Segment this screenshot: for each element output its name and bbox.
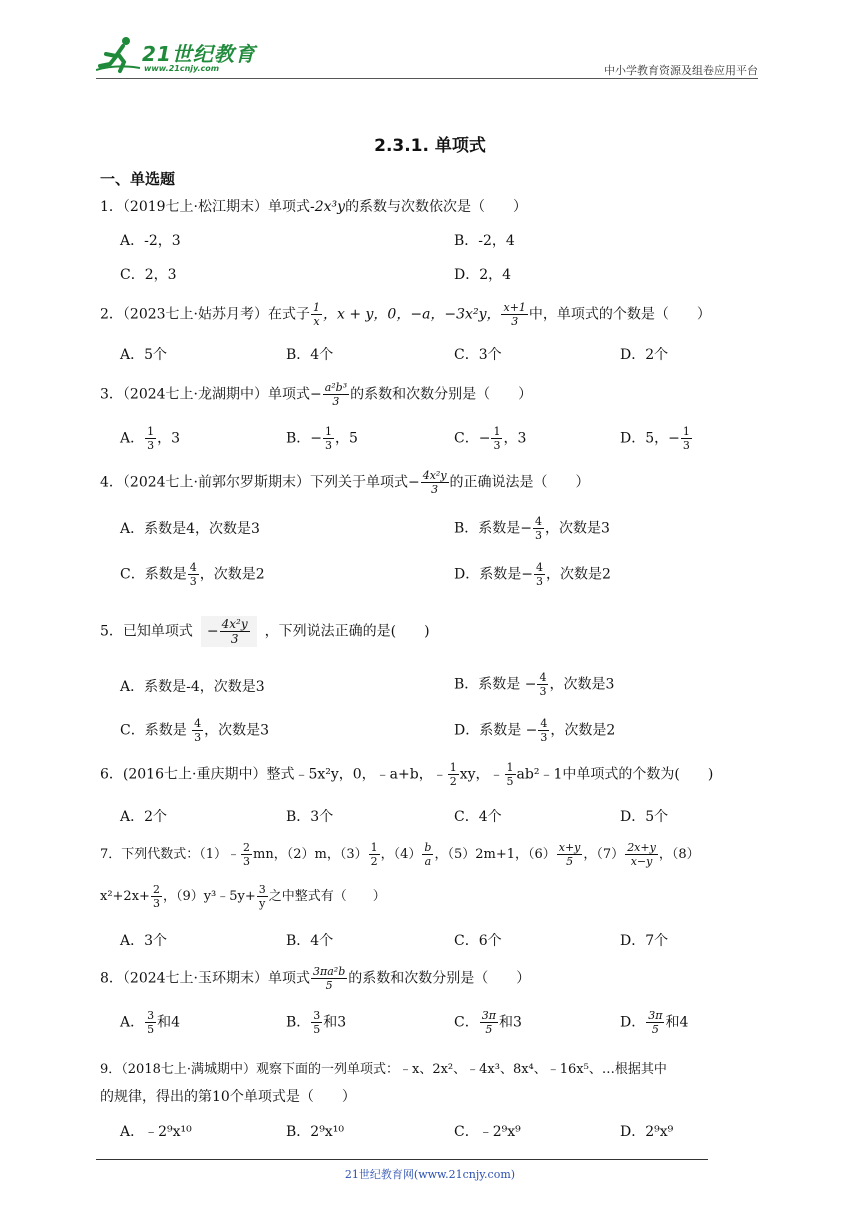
- question-4-stem: 4．（2024七上·前郭尔罗斯期末）下列关于单项式− $\frac{\text{4x²y}}{3}$ 的正确说法是（ ）: [100, 469, 590, 496]
- q7-option-b[interactable]: B．4个: [286, 933, 334, 949]
- q2-option-a[interactable]: A．5个: [120, 347, 168, 363]
- question-9-stem-line-1: 9．（2018七上·满城期中）观察下面的一列单项式：﹣x、2x²、﹣4x³、8x⁴、﹣16x⁵、…根据其中: [100, 1062, 667, 1077]
- q8-option-a[interactable]: A． $\frac{3}{5}$ 和4: [120, 1009, 181, 1036]
- q9-option-c[interactable]: C．﹣2⁹x⁹: [454, 1124, 521, 1140]
- question-5-stem: 5．已知单项式 − $\frac{\text{4x²y}}{3}$ ，下列说法正确的是( ): [100, 617, 430, 646]
- runner-logo-icon: [96, 34, 142, 74]
- q7-option-d[interactable]: D．7个: [620, 933, 669, 949]
- logo-text: 21世纪教育: [142, 42, 256, 66]
- q7-option-c[interactable]: C．6个: [454, 933, 502, 949]
- page-header: [96, 34, 758, 78]
- q1-option-b[interactable]: B．-2，4: [454, 233, 515, 249]
- q2-option-c[interactable]: C．3个: [454, 347, 502, 363]
- site-logo: [96, 34, 266, 78]
- q6-option-c[interactable]: C．4个: [454, 809, 502, 825]
- q8-option-d[interactable]: D． $\frac{3\pi}{5}$ 和4: [620, 1009, 689, 1036]
- q5-option-c[interactable]: C．系数是 $\frac{4}{3}$ ，次数是3: [120, 717, 270, 744]
- page-title: 2.3.1. 单项式: [374, 136, 486, 156]
- question-8-stem: 8．（2024七上·玉环期末）单项式 $\frac{\text{3πa²b}}{5}$ 的系数和次数分别是（ ）: [100, 965, 531, 992]
- q3-option-b[interactable]: B．− $\frac{1}{3}$ ，5: [286, 425, 358, 452]
- question-1-stem: 1．（2019七上·松江期末）单项式-2x³y的系数与次数依次是（ ）: [100, 199, 528, 215]
- q8-fraction: $\frac{\text{3πa²b}}{5}$: [313, 965, 346, 992]
- q3-option-d[interactable]: D．5，− $\frac{1}{3}$: [620, 425, 690, 452]
- question-2-stem: 2．（2023七上·姑苏月考）在式子 $\frac{1}{x}$ ，x + y，0，−a，−3x²y， $\frac{x+1}{3}$ 中，单项式的个数是（ ）: [100, 301, 711, 328]
- q6-fraction-1: $\frac{1}{2}$: [449, 761, 457, 788]
- q3-option-c[interactable]: C．− $\frac{1}{3}$ ，3: [454, 425, 527, 452]
- q3-fraction: $\frac{\text{a²b³}}{3}$: [324, 381, 348, 408]
- question-9-stem-line-2: 的规律，得出的第10个单项式是（ ）: [100, 1089, 356, 1105]
- q5-option-a[interactable]: A．系数是-4，次数是3: [120, 679, 265, 695]
- q7-option-a[interactable]: A．3个: [120, 933, 168, 949]
- q8-option-c[interactable]: C． $\frac{3\pi}{5}$ 和3: [454, 1009, 522, 1036]
- header-divider: [96, 78, 758, 79]
- q1-option-c[interactable]: C．2，3: [120, 267, 177, 283]
- q1-expression: -2x³y: [310, 199, 346, 215]
- question-6-stem: 6．(2016七上·重庆期中）整式﹣5x²y，0，﹣a+b，﹣ $\frac{1}{2}$ xy，﹣ $\frac{1}{5}$ ab²﹣1中单项式的个数为( ): [100, 761, 714, 788]
- q4-fraction: $\frac{\text{4x²y}}{3}$: [422, 469, 447, 496]
- q2-fraction-1: $\frac{1}{x}$: [313, 301, 320, 328]
- q5-expression-image: − $\frac{\text{4x²y}}{3}$: [201, 616, 257, 647]
- q6-option-a[interactable]: A．2个: [120, 809, 168, 825]
- q6-fraction-2: $\frac{1}{5}$: [506, 761, 514, 788]
- q2-option-b[interactable]: B．4个: [286, 347, 334, 363]
- q3-option-a[interactable]: A． $\frac{1}{3}$ ，3: [120, 425, 181, 452]
- footer-site-link[interactable]: 21世纪教育网(www.21cnjy.com): [344, 1168, 516, 1181]
- question-7-stem-line-1: 7．下列代数式：（1）﹣ $\frac{2}{3}$ mn，（2）m，（3） $\frac{1}{2}$ ，（4） $\frac{b}{a}$ ，（5）2m+1，（6） $\frac{x+y}{5}$ ，（7） $\frac{2x+y}{x-y}$ ，（8）: [100, 841, 700, 868]
- q5-option-b[interactable]: B．系数是 − $\frac{4}{3}$ ，次数是3: [454, 671, 615, 698]
- q6-option-b[interactable]: B．3个: [286, 809, 334, 825]
- q1-option-a[interactable]: A．-2，3: [120, 233, 181, 249]
- q4-option-c[interactable]: C．系数是 $\frac{4}{3}$ ，次数是2: [120, 561, 265, 588]
- footer-divider: [96, 1159, 708, 1160]
- q4-option-d[interactable]: D．系数是− $\frac{4}{3}$ ，次数是2: [454, 561, 611, 588]
- q2-option-d[interactable]: D．2个: [620, 347, 669, 363]
- question-7-stem-line-2: x²+2x+ $\frac{2}{3}$ ，（9）y³﹣5y+ $\frac{3}{y}$ 之中整式有（ ）: [100, 883, 386, 910]
- q6-option-d[interactable]: D．5个: [620, 809, 669, 825]
- q9-option-a[interactable]: A．﹣2⁹x¹⁰: [120, 1124, 192, 1140]
- q5-option-d[interactable]: D．系数是 − $\frac{4}{3}$ ，次数是2: [454, 717, 616, 744]
- q9-option-d[interactable]: D．2⁹x⁹: [620, 1124, 674, 1140]
- q9-option-b[interactable]: B．2⁹x¹⁰: [286, 1124, 344, 1140]
- logo-url: www.21cnjy.com: [144, 64, 220, 73]
- question-3-stem: 3．（2024七上·龙湖期中）单项式− $\frac{\text{a²b³}}{3}$ 的系数和次数分别是（ ）: [100, 381, 533, 408]
- platform-name: 中小学教育资源及组卷应用平台: [604, 64, 758, 77]
- q2-fraction-2: $\frac{x+1}{3}$: [503, 301, 526, 328]
- section-heading: 一、单选题: [100, 170, 176, 188]
- q8-option-b[interactable]: B． $\frac{3}{5}$ 和3: [286, 1009, 347, 1036]
- q4-option-b[interactable]: B．系数是− $\frac{4}{3}$ ，次数是3: [454, 515, 610, 542]
- q1-option-d[interactable]: D．2，4: [454, 267, 512, 283]
- q4-option-a[interactable]: A．系数是4，次数是3: [120, 521, 260, 537]
